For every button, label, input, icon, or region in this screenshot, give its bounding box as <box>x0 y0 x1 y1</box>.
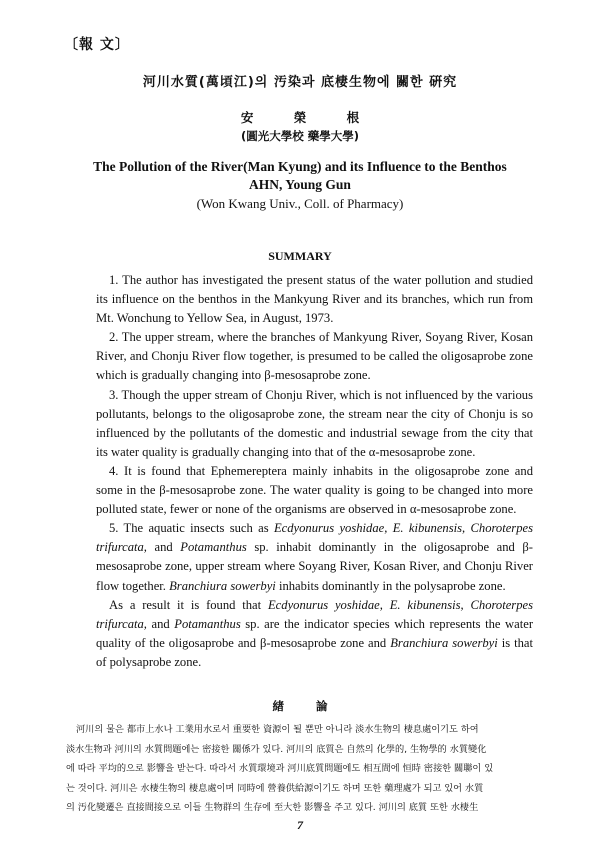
species-name: Ecdyonurus yoshidae, E. kibunensis, Choroterpes trifurcata, <box>96 521 534 555</box>
introduction-line: 는 것이다. 河川은 水棲生物의 棲息處이며 同時에 營養供給源이기도 하며 또한 藥理處가 되고 있어 水質 <box>66 782 484 794</box>
page-number: 7 <box>297 818 303 832</box>
text-run: sp. are the indicator species which represents the water quality of the oligosaprobe and β-mesosaprobe zone and <box>96 616 534 650</box>
introduction-line: 의 汚化變遷은 直接間接으로 이들 生物群의 生存에 至大한 影響을 주고 있다. 河川의 底質 또한 水棲生 <box>66 802 479 814</box>
summary-paragraph-4: 4. It is found that Ephemereptera mainly inhabits in the oligosaprobe zone and some in the β-mesosaprobe zone. The water quality is going to be changed into more polluted state, fewer or none of the organisms are observed in α-mesosaprobe zone. <box>96 463 533 517</box>
text-run: 5. The aquatic insects such as <box>109 521 274 536</box>
introduction-line: 淡水生物과 河川의 水質問題에는 密接한 關係가 있다. 河川의 底質은 自然의 化學的, 生物學的 水質變化 <box>66 743 487 755</box>
species-name: Ecdyonurus yoshidae, E. kibunensis, Choroterpes trifurcata, <box>96 597 533 631</box>
summary-paragraph-6 <box>96 596 533 672</box>
affiliation-english: (Won Kwang Univ., Coll. of Pharmacy) <box>196 196 404 211</box>
text-run: inhabits dominantly in the polysaprobe zone. <box>275 578 506 593</box>
summary-heading: SUMMARY <box>268 249 332 263</box>
author-korean: 安 榮 根 <box>240 110 378 125</box>
text-run: is that of polysaprobe zone. <box>96 635 533 669</box>
text-run: sp. inhabit dominantly in the oligosaprobe and β-mesosaprobe zone, upper stream where Soyang River, Kosan River, and Chonju River flow together. <box>96 540 534 593</box>
summary-paragraph-1: 1. The author has investigated the present status of the water pollution and studied its influence on the benthos in the Mankyung River and its branches, which run from Mt. Wonchung to Yellow Sea, in August, 1973. <box>96 273 533 326</box>
affiliation-korean: (圓光大學校 藥學大學) <box>240 129 359 143</box>
summary-paragraph-2: 2. The upper stream, where the branches of Mankyung River, Soyang River, Kosan River, and Chonju River flow together, is presumed to be called the oligosaprobe zone which is gradually changing into β-mesosaprobe zone. <box>96 330 533 383</box>
introduction-line: 에 따라 平均的으로 影響을 받는다. 따라서 水質環境과 河川底質問題에도 相互間에 恒時 密接한 關聯이 있 <box>66 763 494 775</box>
introduction-body <box>66 720 566 818</box>
author-english: AHN, Young Gun <box>249 177 351 192</box>
summary-body <box>96 271 533 672</box>
species-name: Branchiura sowerbyi <box>169 578 276 593</box>
text-run: and <box>146 616 175 631</box>
title-korean: 河川水質(萬頃江)의 汚染과 底棲生物에 關한 硏究 <box>142 75 458 90</box>
title-english: The Pollution of the River(Man Kyung) and its Influence to the Benthos <box>93 159 507 174</box>
section-tag: 〔報 文〕 <box>64 37 130 53</box>
summary-paragraph-3: 3. Though the upper stream of Chonju River, which is not influenced by the various pollutants, belongs to the oligosaprobe zone, the stream near the city of Chonju is so influenced by the pollutants of the domestic and industrial sewage from the city that its water quality is gradually changing into that of the α-mesosaprobe zone. <box>96 387 533 459</box>
species-name: Branchiura sowerbyi <box>390 635 498 650</box>
summary-paragraph-5 <box>96 519 533 595</box>
species-name: Potamanthus <box>180 540 247 555</box>
introduction-line: 河川의 물은 都市上水나 工業用水로서 重要한 資源이 될 뿐만 아니라 淡水生物의 棲息處이기도 하여 <box>76 724 479 735</box>
introduction-heading: 緖 論 <box>272 699 342 713</box>
species-name: Potamanthus <box>174 616 241 631</box>
text-run: As a result it is found that <box>109 597 268 612</box>
text-run: and <box>146 540 181 555</box>
